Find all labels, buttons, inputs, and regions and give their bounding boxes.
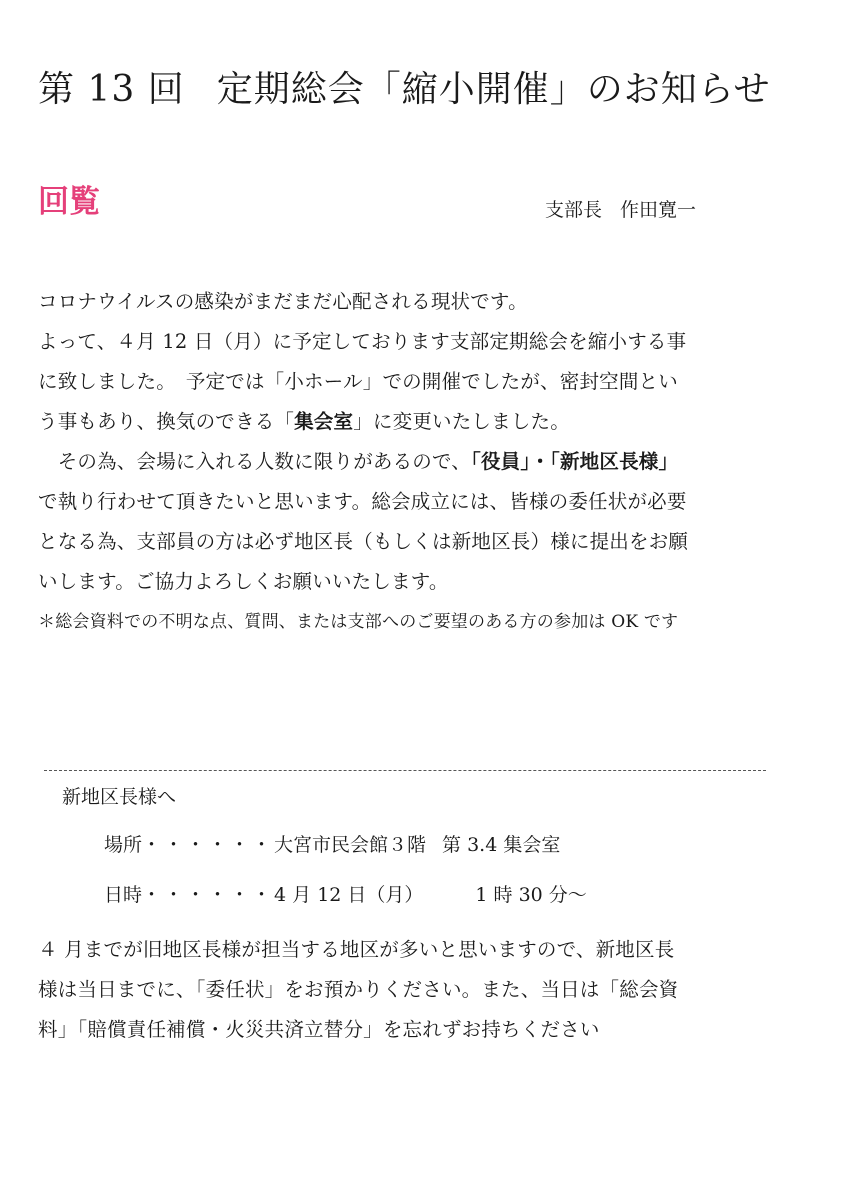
- body-text: [38, 282, 786, 642]
- paragraph-2-line-1: よって、４月 12 日（月）に予定しております支部定期総会を縮小する事: [38, 330, 687, 353]
- closing-line-3: 料」「賠償責任補償・火災共済立替分」を忘れずお持ちください: [38, 1018, 600, 1041]
- date-label: 日時: [104, 884, 143, 906]
- place-row: [104, 830, 560, 860]
- closing-text: [38, 930, 786, 1050]
- signer: [545, 195, 696, 225]
- paragraph-2-line-3: [38, 402, 786, 442]
- separator-dot: ・: [530, 450, 551, 473]
- place-room: 第 3.4 集会室: [442, 834, 561, 856]
- paragraph-3-line-3: となる為、支部員の方は必ず地区長（もしくは新地区長）様に提出をお願: [38, 530, 689, 553]
- paragraph-3-line-1: [38, 442, 786, 482]
- circulation-label: 回覧: [38, 184, 100, 220]
- date-time: 1 時 30 分～: [475, 884, 587, 906]
- paragraph-3-line-1-start: その為、会場に入れる人数に限りがあるので、: [38, 450, 472, 473]
- officers-emphasis: 「役員」: [471, 450, 531, 473]
- paragraph-2-line-3-end: 」に変更いたしました。: [353, 410, 570, 433]
- date-leader-dots: ・・・・・・: [142, 884, 275, 906]
- footnote: ＊総会資料での不明な点、質問、または支部へのご要望のある方の参加は OK です: [38, 612, 679, 632]
- place-label: 場所: [104, 834, 143, 856]
- title-text: 定期総会「縮小開催」のお知らせ: [216, 69, 771, 110]
- date-value: 4 月 12 日（月）: [274, 884, 424, 906]
- title-number: 第 13 回: [38, 69, 185, 110]
- date-row: [104, 880, 587, 910]
- recipient-heading: 新地区長様へ: [62, 786, 177, 808]
- signer-name: 作田寛一: [620, 199, 697, 221]
- paragraph-1: コロナウイルスの感染がまだまだ心配される現状です。: [38, 290, 528, 313]
- paragraph-2-line-3-start: う事もあり、換気のできる「: [38, 410, 295, 433]
- dashed-divider: [44, 770, 766, 771]
- place-value: 大宮市民会館３階: [274, 834, 427, 856]
- signer-role: 支部長: [545, 199, 603, 221]
- place-leader-dots: ・・・・・・: [142, 834, 275, 856]
- closing-line-1: ４ 月までが旧地区長様が担当する地区が多いと思いますので、新地区長: [38, 938, 675, 961]
- paragraph-3-line-4: いします。ご協力よろしくお願いいたします。: [38, 570, 449, 593]
- new-district-heads-emphasis: 「新地区長様」: [550, 450, 679, 473]
- closing-line-2: 様は当日までに、「委任状」をお預かりください。また、当日は「総会資: [38, 978, 679, 1001]
- venue-emphasis: 集会室: [294, 410, 354, 433]
- paragraph-2-line-2: に致しました。 予定では「小ホール」での開催でしたが、密封空間とい: [38, 370, 678, 393]
- page-title: [38, 62, 828, 118]
- paragraph-3-line-2: で執り行わせて頂きたいと思います。総会成立には、皆様の委任状が必要: [38, 490, 687, 513]
